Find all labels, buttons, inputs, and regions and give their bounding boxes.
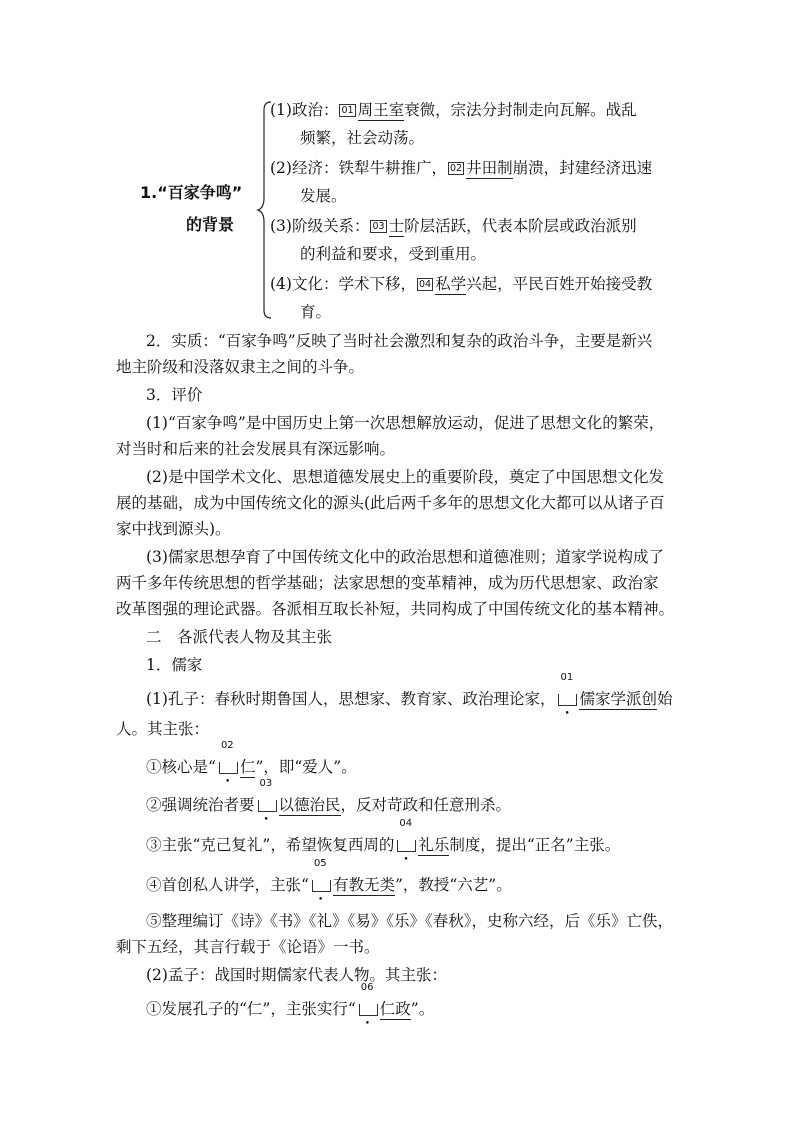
key-term: 礼乐 (418, 836, 450, 854)
answer-blank: 03 • (258, 792, 277, 818)
section-title: 二 各派代表人物及其主张 (146, 628, 333, 646)
confucian-heading: 1．儒家 (146, 656, 203, 674)
background-item-2-cont: 发展。 (300, 187, 347, 205)
evaluation-p1-line-2: 对当时和后来的社会发展具有深远影响。 (116, 440, 396, 458)
key-term: 仁政 (379, 1000, 411, 1018)
evaluation-p3-line-3: 改革图强的理论武器。各派相互取长补短，共同构成了中国传统文化的基本精神。 (116, 600, 675, 618)
background-item-1: (1)政治： 01 周王室衰微，宗法分封制走向瓦解。战乱 (270, 101, 637, 119)
evaluation-p3-line-1: (3)儒家思想孕育了中国传统文化中的政治思想和道德准则；道家学说构成了 (146, 548, 664, 566)
essence-line-1: 2．实质：“百家争鸣”反映了当时社会激烈和复杂的政治斗争，主要是新兴 (146, 332, 653, 350)
key-term: 井田制 (466, 159, 513, 177)
key-term: 以德治民 (278, 796, 341, 814)
evaluation-p2-line-1: (2)是中国学术文化、思想道德发展史上的重要阶段，奠定了中国思想文化发 (146, 468, 664, 486)
answer-blank: 05 • (312, 872, 331, 898)
confucius-item-3: ③主张“克己复礼”，希望恢复西周的 04 • 礼乐制度，提出“正名”主张。 (146, 818, 621, 865)
background-heading-sub: 的背景 (186, 215, 235, 234)
confucius-item-4: ④首创私人讲学，主张“ 05 • 有教无类”，教授“六艺”。 (146, 858, 512, 905)
number-badge: 01 (341, 105, 354, 116)
background-item-2: (2)经济：铁犁牛耕推广， 02 井田制崩溃，封建经济迅速 (270, 159, 653, 177)
answer-blank: 04 • (397, 832, 416, 858)
evaluation-title: 3．评价 (146, 386, 203, 404)
number-badge: 04 (418, 279, 432, 290)
background-item-4: (4)文化：学术下移， 04 私学兴起，平民百姓开始接受教 (270, 275, 653, 293)
evaluation-p2-line-2: 展的基础，成为中国传统文化的源头(此后两千多年的思想文化大都可以从诸子百 (116, 494, 665, 512)
key-term: 儒家学派创 (579, 690, 657, 708)
confucius-line-1: (1)孔子：春秋时期鲁国人，思想家、教育家、政治理论家， 01 • 儒家学派创始 (146, 672, 673, 719)
number-badge: 02 (449, 163, 463, 174)
mencius-item-1: ①发展孔子的“仁”，主张实行“ 06 • 仁政”。 (146, 982, 435, 1029)
essence-line-2: 地主阶级和没落奴隶主之间的斗争。 (116, 358, 365, 376)
key-term: 周王室 (357, 101, 405, 119)
confucius-item-5-line-1: ⑤整理编订《诗》《书》《礼》《易》《乐》《春秋》，史称六经，后《乐》亡佚， (146, 912, 674, 930)
background-item-3: (3)阶级关系： 03 士阶层活跃，代表本阶层或政治派别 (270, 217, 637, 235)
answer-blank: 06 • (359, 996, 378, 1022)
key-term: 私学 (435, 275, 467, 293)
confucius-line-2: 人。其主张： (116, 720, 210, 738)
key-term: 仁 (239, 758, 256, 776)
background-heading: 1.“百家争鸣” (140, 183, 243, 202)
mencius-line-1: (2)孟子：战国时期儒家代表人物。其主张： (146, 966, 447, 984)
answer-blank: 01 • (558, 686, 577, 712)
background-item-4-cont: 育。 (300, 303, 332, 321)
evaluation-p3-line-2: 两千多年传统思想的哲学基础；法家思想的变革精神，成为历代思想家、政治家 (116, 574, 659, 592)
background-item-3-cont: 的利益和要求，受到重用。 (300, 245, 487, 263)
key-term: 有教无类 (332, 876, 395, 894)
confucius-item-1: ①核心是“ 02 • 仁”，即“爱人”。 (146, 740, 357, 787)
background-item-1-cont: 频繁，社会动荡。 (300, 129, 425, 147)
evaluation-p1-line-1: (1)“百家争鸣”是中国历史上第一次思想解放运动，促进了思想文化的繁荣， (146, 414, 665, 432)
evaluation-p2-line-3: 家中找到源头)。 (116, 520, 231, 538)
confucius-item-2: ②强调统治者要 03 • 以德治民，反对苛政和任意刑杀。 (146, 778, 512, 825)
key-term: 士 (388, 217, 405, 235)
confucius-item-5-line-2: 剩下五经，其言行载于《论语》一书。 (116, 938, 380, 956)
answer-blank: 02 • (219, 754, 238, 780)
number-badge: 03 (372, 221, 385, 232)
